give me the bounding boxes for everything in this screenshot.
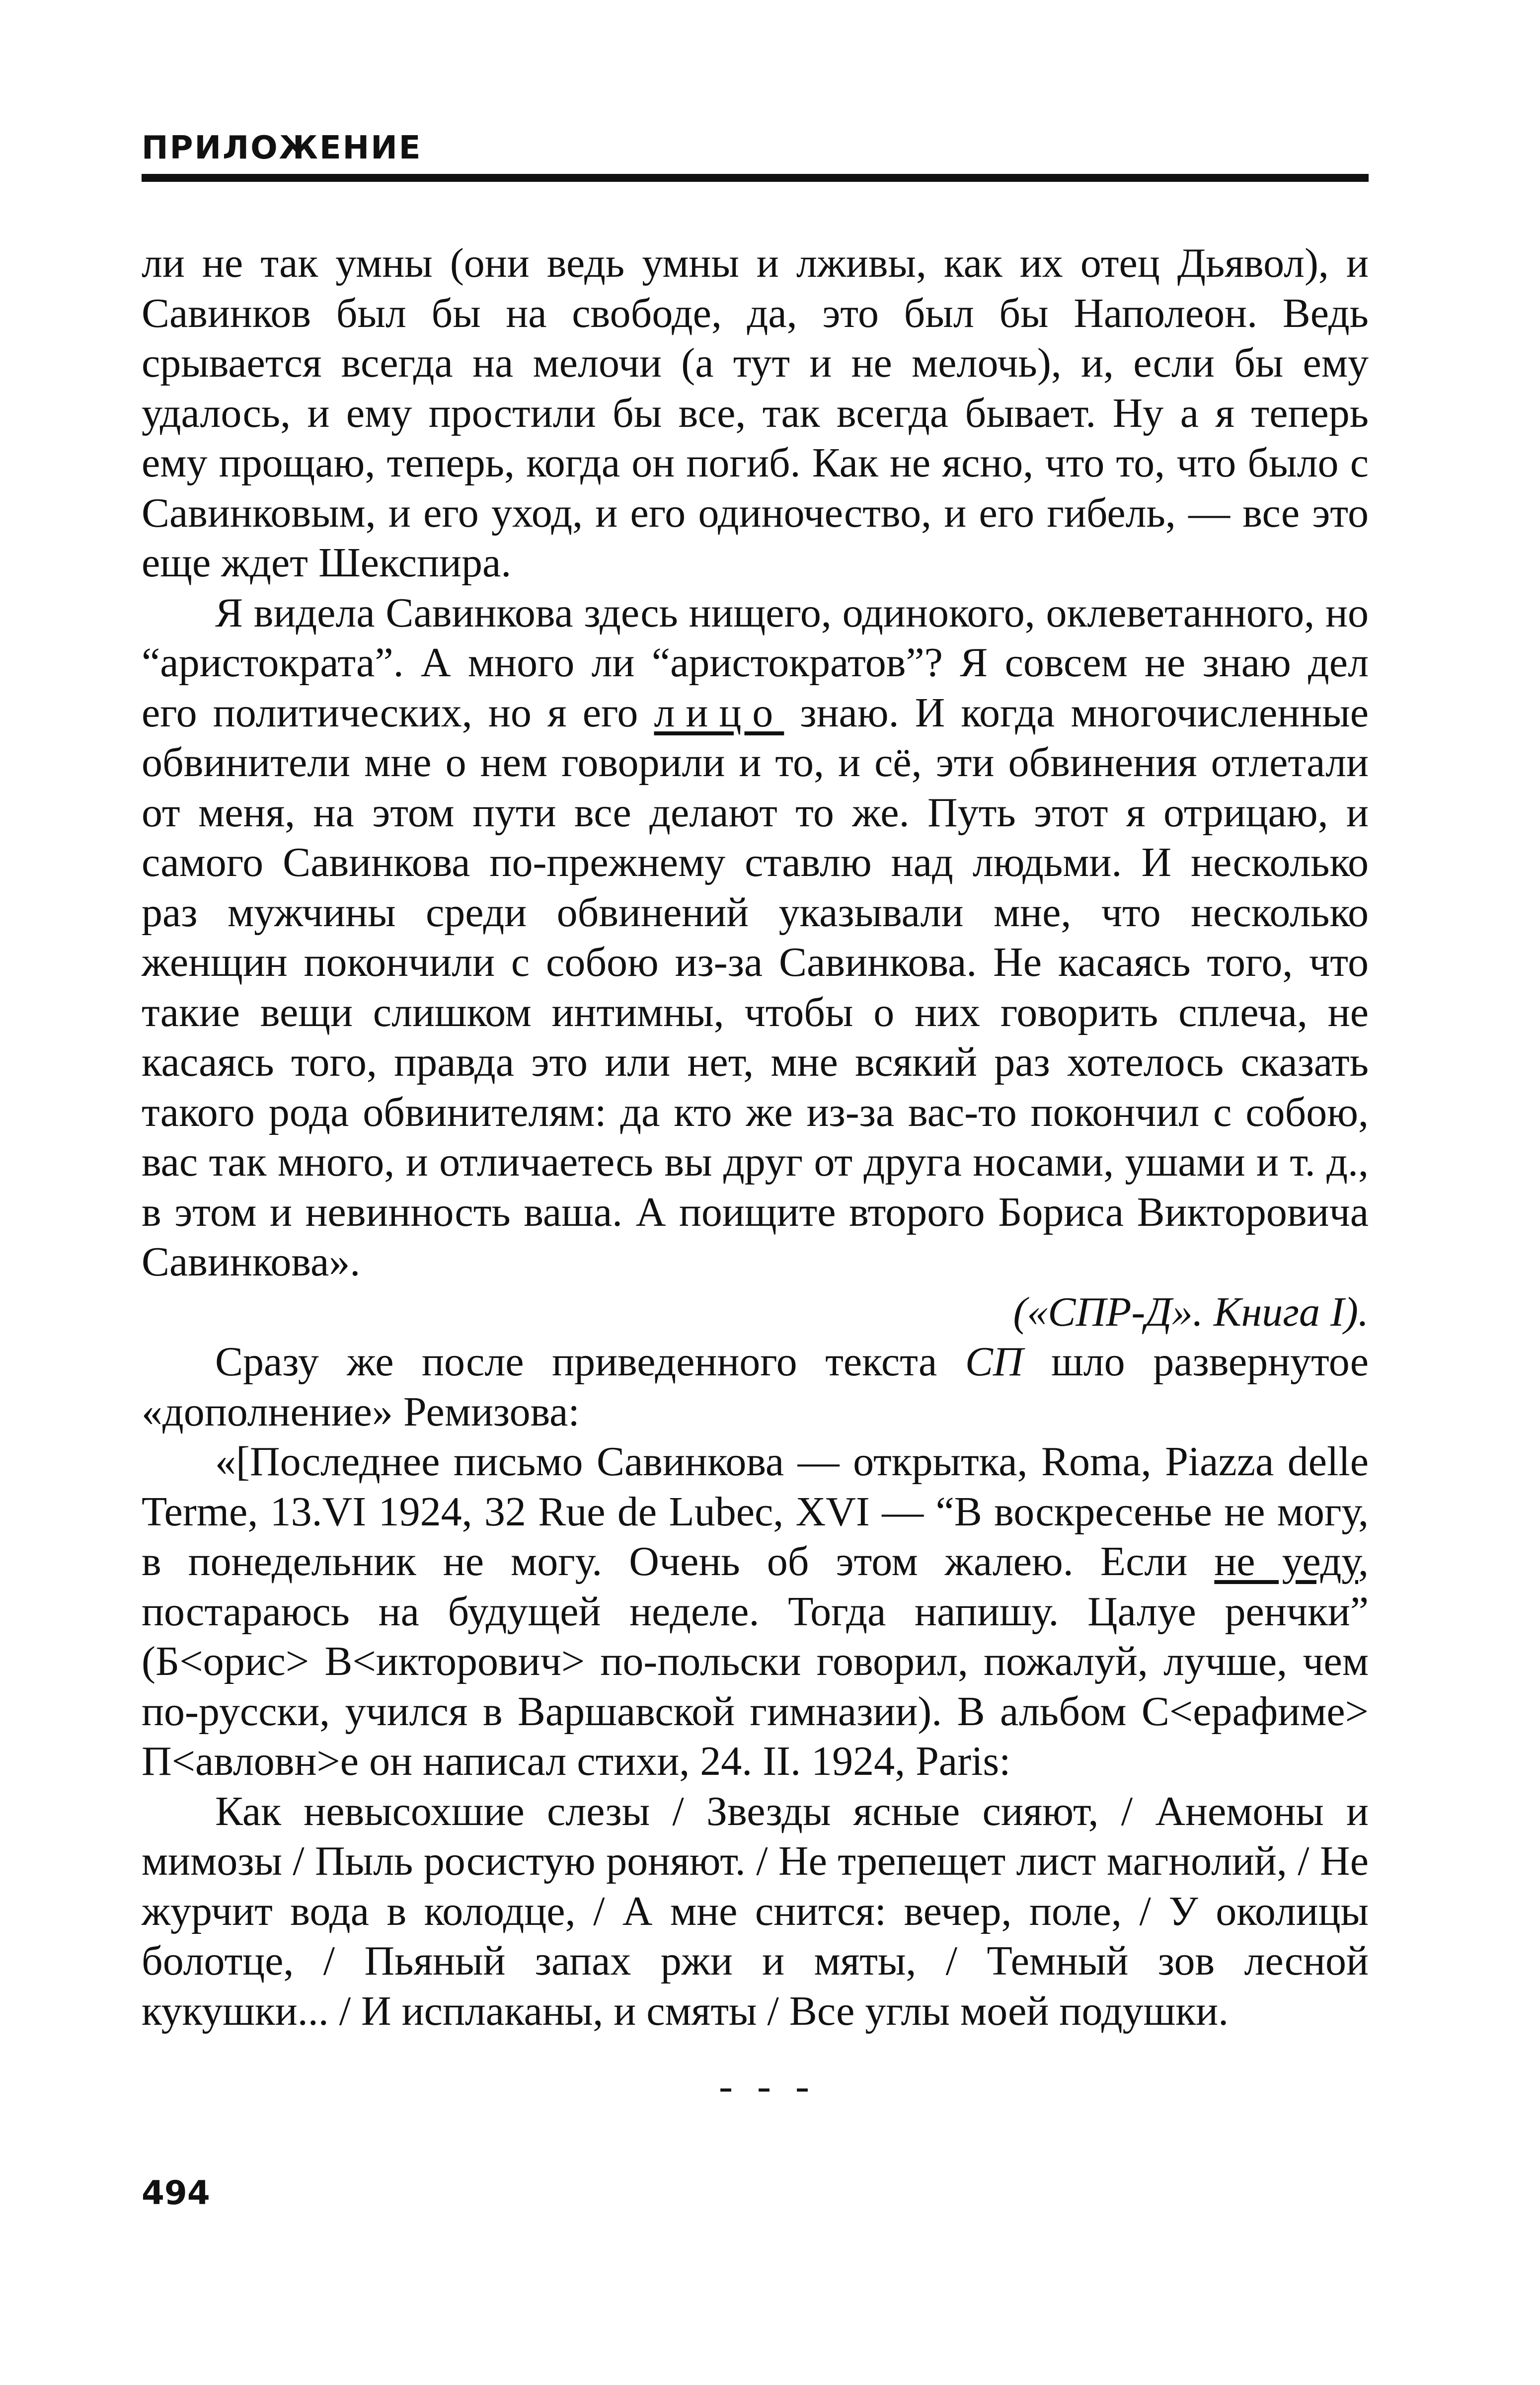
underlined-phrase: не уеду xyxy=(1214,1538,1359,1585)
paragraph-text: , постараюсь на будущей неделе. Тогда напишу. Цалуе ренчки” (Б<орис> В<икторович> по-польски говорил, пожалуй, лучше, чем по-русски, учился в Варшавской гимназии). В альбом С<ерафиме> П<авловн>е он написал стихи, 24. II. 1924, Paris: xyxy=(142,1538,1369,1784)
paragraph-remizov-addition xyxy=(142,1337,1369,1437)
paragraph-continued: ли не так умны (они ведь умны и лживы, как их отец Дьявол), и Савинков был бы на свободе, да, это был бы Наполеон. Ведь срывается всегда на мелочи (а тут и не мелочь), и, если бы ему удалось, и ему простили бы все, так всегда бывает. Ну а я теперь ему прощаю, теперь, когда он погиб. Как не ясно, что то, что было с Савинковым, и его уход, и его одиночество, и его гибель, — все это еще ждет Шекспира. xyxy=(142,240,1369,586)
spaced-word-face: лицо xyxy=(654,689,784,736)
header-rule xyxy=(142,174,1369,182)
page-body xyxy=(142,238,1369,2036)
running-header: ПРИЛОЖЕНИЕ xyxy=(142,130,422,166)
paragraph-text: «[Последнее письмо Савинкова — открытка, Roma, Piazza delle Terme, 13.VI 1924, 32 Rue de Lubec, XVI — “В воскресенье не могу, в понедельник не могу. Очень об этом жалею. Если xyxy=(142,1438,1369,1585)
paragraph-text: знаю. И когда многочисленные обвинители мне о нем говорили и то, и сё, эти обвинения отлетали от меня, на этом пути все делают то же. Путь этот я отрицаю, и самого Савинкова по-прежнему ставлю над людьми. И несколько раз мужчины среди обвинений указывали мне, что несколько женщин покончили с собою из-за Савинкова. Не касаясь того, что такие вещи слишком интимны, чтобы о них говорить сплеча, не касаясь того, правда это или нет, мне всякий раз хотелось сказать такого рода обвинителям: да кто же из-за вас-то покончил с собою, вас так много, и отличаетесь вы друг от друга носами, ушами и т. д., в этом и невинность ваша. А поищите второго Бориса Викторовича Савинкова». xyxy=(142,689,1369,1285)
paragraph-text: шло развернутое «дополнение» Ремизова: xyxy=(142,1339,1369,1435)
source-citation: («СПР-Д». Книга I). xyxy=(1013,1288,1369,1335)
paragraph-poem: Как невысохшие слезы / Звезды ясные сияют, / Анемоны и мимозы / Пыль росистую роняют. / Не трепещет лист магнолий, / Не журчит вода в колодце, / А мне снится: вечер, поле, / У околицы болотце, / Пьяный запах ржи и мяты, / Темный зов лесной кукушки... / И исплаканы, и смяты / Все углы моей подушки. xyxy=(142,1788,1369,2034)
paragraph-text: Я видела Савинкова здесь нищего, одинокого, оклеветанного, но “аристократа”. А много ли “аристократов”? Я совсем не знаю дел его политических, но я его xyxy=(142,589,1369,736)
page-number: 494 xyxy=(142,2174,210,2212)
italic-abbreviation: СП xyxy=(965,1339,1023,1385)
paragraph-savinkov-face xyxy=(142,588,1369,1287)
paragraph-text: Сразу же после приведенного текста xyxy=(215,1339,937,1385)
paragraph-last-letter xyxy=(142,1437,1369,1787)
section-divider: - - - xyxy=(719,2063,816,2109)
